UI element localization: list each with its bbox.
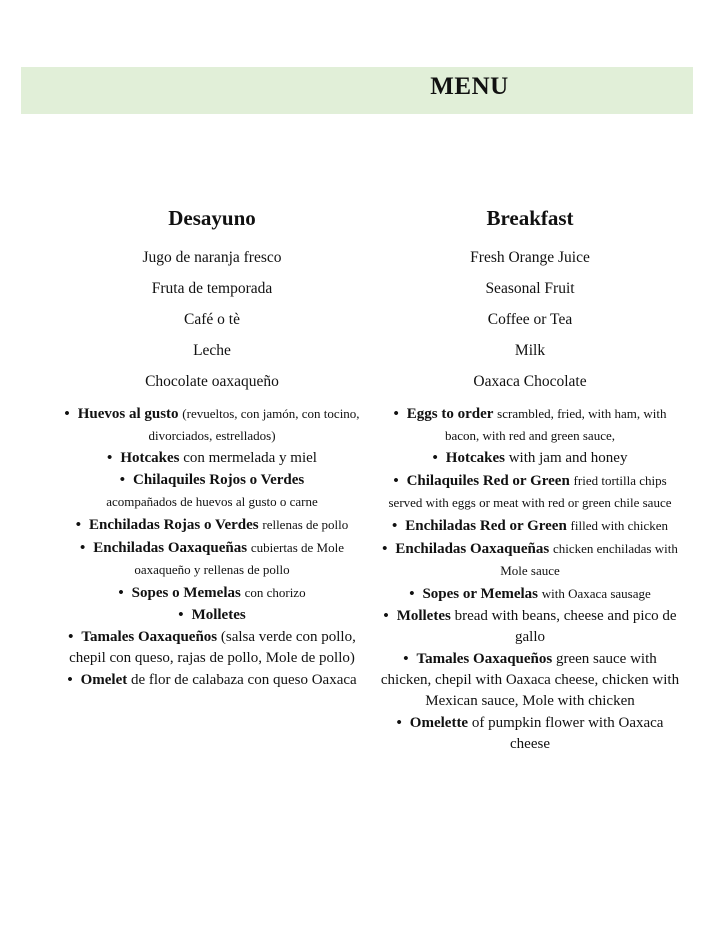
dish-item: • Chilaquiles Rojos o Verdes acompañados de huevos al gusto o carne [106, 472, 318, 509]
breakfast-simple-list [380, 242, 680, 397]
dish-desc: scrambled, fried, with ham, with bacon, with red and green sauce, [444, 406, 667, 443]
dish-item: • Eggs to order scrambled, fried, with ham, with bacon, with red and green sauce, [393, 406, 667, 443]
menu-header-banner [21, 67, 693, 114]
dish-item: • Hotcakes with jam and honey [432, 450, 628, 466]
desayuno-column [52, 206, 372, 692]
simple-item: Coffee or Tea [487, 311, 573, 328]
simple-item: Fresh Orange Juice [470, 249, 590, 266]
dish-desc: with jam and honey [508, 450, 628, 466]
breakfast-column [380, 206, 680, 756]
dish-name: Enchiladas Oaxaqueñas [93, 540, 248, 556]
dish-name: Molletes [191, 607, 246, 623]
desayuno-simple-list [52, 242, 372, 397]
dish-desc: bread with beans, cheese and pico de gallo [454, 608, 677, 645]
simple-item: Café o tè [184, 311, 240, 328]
dish-name: Eggs to order [406, 406, 494, 422]
dish-desc: with Oaxaca sausage [541, 586, 651, 601]
dish-item: • Omelette of pumpkin flower with Oaxaca cheese [396, 715, 664, 752]
dish-name: Hotcakes [120, 450, 180, 466]
dish-item: • Enchiladas Red or Green filled with chicken [391, 518, 669, 534]
dish-item: • Tamales Oaxaqueños green sauce with chicken, chepil with Oaxaca cheese, chicken with Mexican sauce, Mole with chicken [380, 651, 680, 709]
simple-item: Chocolate oaxaqueño [145, 373, 279, 390]
dish-item: • Enchiladas Oaxaqueñas cubiertas de Mole oaxaqueño y rellenas de pollo [80, 540, 344, 577]
dish-desc: of pumpkin flower with Oaxaca cheese [471, 715, 664, 752]
dish-desc: con mermelada y miel [183, 450, 317, 466]
simple-item: Leche [193, 342, 231, 359]
dish-item: • Omelet de flor de calabaza con queso Oaxaca [67, 672, 357, 688]
dish-desc: fried tortilla chips served with eggs or meat with red or green chile sauce [388, 473, 672, 510]
dish-desc: filled with chicken [570, 518, 669, 533]
dish-item: • Huevos al gusto (revueltos, con jamón, con tocino, divorciados, estrellados) [64, 406, 360, 443]
dish-name: Chilaquiles Rojos o Verdes [132, 472, 305, 488]
dish-item: • Molletes bread with beans, cheese and pico de gallo [383, 608, 677, 645]
dish-desc: de flor de calabaza con queso Oaxaca [130, 672, 357, 688]
dish-name: Sopes or Memelas [422, 586, 539, 602]
dish-desc: acompañados de huevos al gusto o carne [106, 494, 318, 509]
dish-item: • Molletes [178, 607, 246, 623]
simple-item: Fruta de temporada [151, 280, 273, 297]
menu-title: MENU [430, 73, 509, 100]
dish-item: • Sopes or Memelas with Oaxaca sausage [409, 586, 651, 602]
simple-item: Milk [514, 342, 546, 359]
dish-desc: (revueltos, con jamón, con tocino, divorciados, estrellados) [148, 406, 360, 443]
desayuno-heading: Desayuno [168, 206, 256, 230]
dish-item: • Sopes o Memelas con chorizo [118, 585, 306, 601]
dish-desc: (salsa verde con pollo, chepil con queso, rajas de pollo, Mole de pollo) [69, 629, 356, 666]
dish-item: • Enchiladas Oaxaqueñas chicken enchiladas with Mole sauce [382, 541, 678, 578]
dish-name: Sopes o Memelas [131, 585, 241, 601]
dish-name: Hotcakes [445, 450, 505, 466]
dish-name: Huevos al gusto [77, 406, 179, 422]
desayuno-dish-list [52, 403, 372, 691]
dish-desc: green sauce with chicken, chepil with Oaxaca cheese, chicken with Mexican sauce, Mole with chicken [380, 651, 680, 709]
dish-name: Omelette [409, 715, 469, 731]
dish-item: • Hotcakes con mermelada y miel [107, 450, 317, 466]
dish-name: Chilaquiles Red or Green [406, 473, 570, 489]
dish-name: Tamales Oaxaqueños [416, 651, 553, 667]
dish-desc: chicken enchiladas with Mole sauce [500, 541, 678, 578]
breakfast-dish-list [380, 403, 680, 755]
dish-desc: con chorizo [244, 585, 306, 600]
dish-name: Tamales Oaxaqueños [81, 629, 218, 645]
simple-item: Jugo de naranja fresco [142, 249, 282, 266]
dish-item: • Tamales Oaxaqueños (salsa verde con pollo, chepil con queso, rajas de pollo, Mole de pollo) [68, 629, 356, 666]
dish-item: • Enchiladas Rojas o Verdes rellenas de pollo [75, 517, 349, 533]
dish-name: Enchiladas Rojas o Verdes [88, 517, 259, 533]
dish-name: Omelet [80, 672, 128, 688]
simple-item: Oaxaca Chocolate [473, 373, 587, 390]
dish-item: • Chilaquiles Red or Green fried tortilla chips served with eggs or meat with red or green chile sauce [388, 473, 672, 510]
dish-desc: rellenas de pollo [262, 517, 349, 532]
dish-name: Enchiladas Oaxaqueñas [395, 541, 550, 557]
simple-item: Seasonal Fruit [485, 280, 575, 297]
dish-name: Enchiladas Red or Green [405, 518, 567, 534]
dish-name: Molletes [396, 608, 451, 624]
dish-desc: cubiertas de Mole oaxaqueño y rellenas de pollo [134, 540, 344, 577]
breakfast-heading: Breakfast [486, 206, 574, 230]
